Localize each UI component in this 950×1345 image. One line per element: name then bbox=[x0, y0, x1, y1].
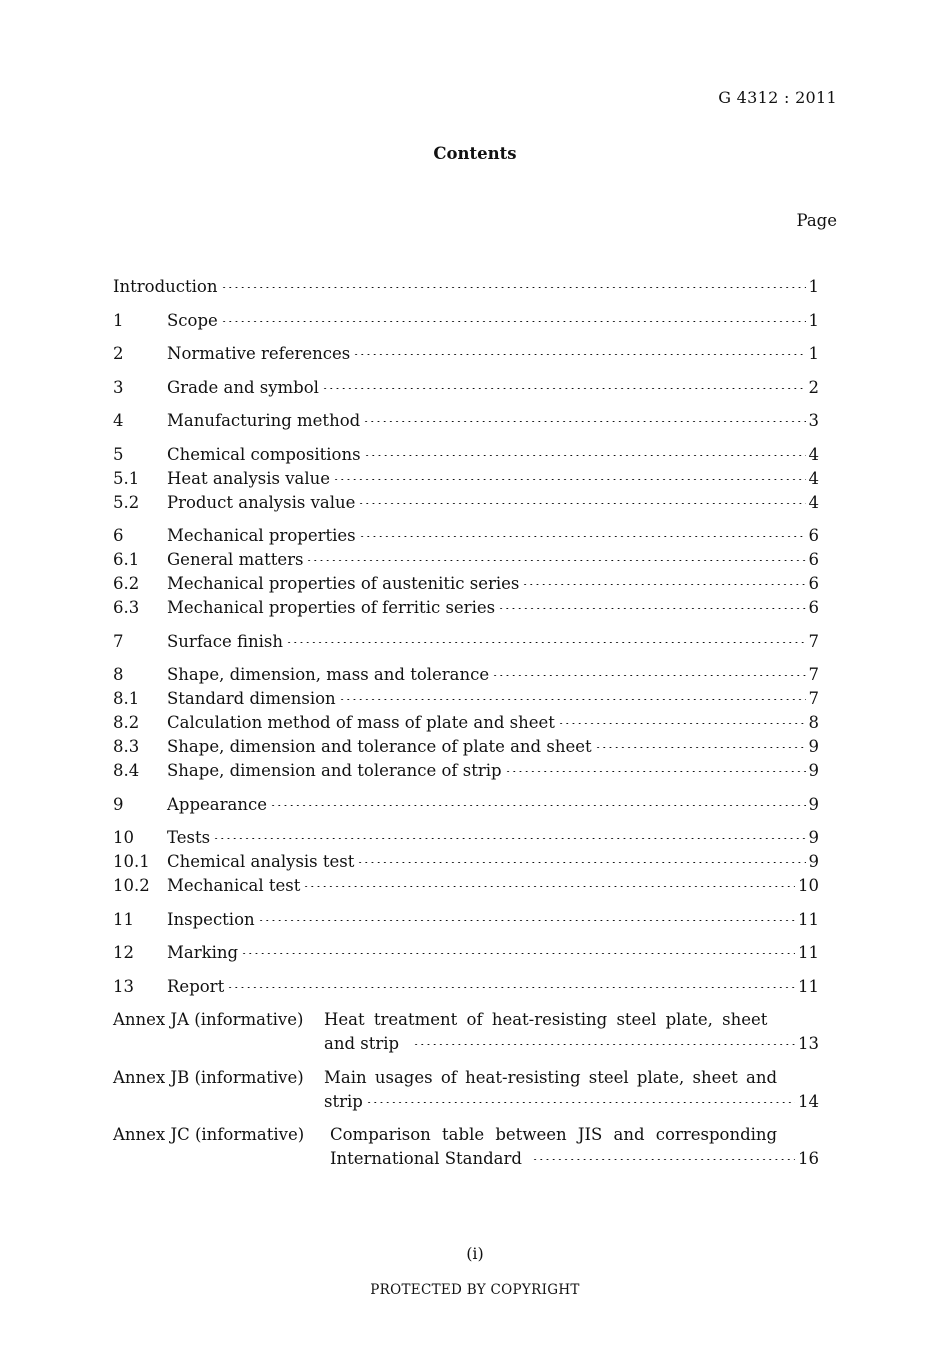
toc-number: 5.1 bbox=[113, 469, 140, 488]
toc-label: Shape, dimension and tolerance of plate and sheet bbox=[167, 737, 592, 756]
toc-number: 7 bbox=[113, 632, 124, 651]
toc-label: Mechanical properties of austenitic series bbox=[167, 574, 520, 593]
dot-leader bbox=[357, 862, 805, 863]
page-number: (i) bbox=[466, 1244, 484, 1263]
toc-page: 10 bbox=[798, 876, 819, 895]
toc-number: 1 bbox=[113, 311, 124, 330]
toc-label: Mechanical properties bbox=[167, 526, 356, 545]
toc-number: 8 bbox=[113, 665, 124, 684]
toc-page: 2 bbox=[808, 378, 819, 397]
toc-entry[interactable] bbox=[113, 632, 819, 654]
dot-leader bbox=[227, 987, 795, 988]
document-id: G 4312 : 2011 bbox=[718, 88, 837, 107]
toc-page: 6 bbox=[808, 550, 819, 569]
dot-leader bbox=[498, 608, 805, 609]
dot-leader bbox=[522, 584, 805, 585]
toc-label: Mechanical test bbox=[167, 876, 301, 895]
toc-entry[interactable] bbox=[113, 943, 819, 965]
dot-leader bbox=[358, 503, 805, 504]
toc-number: 12 bbox=[113, 943, 134, 962]
toc-label: Appearance bbox=[167, 795, 267, 814]
annex-title-line2: International Standard bbox=[330, 1149, 522, 1168]
dot-leader bbox=[492, 675, 805, 676]
dot-leader bbox=[363, 421, 805, 422]
dot-leader bbox=[359, 536, 806, 537]
toc-page: 11 bbox=[798, 943, 819, 962]
annex-title-line1: Main usages of heat-resisting steel plate, sheet and bbox=[324, 1068, 778, 1087]
toc-label: Normative references bbox=[167, 344, 351, 363]
toc-label: Inspection bbox=[167, 910, 255, 929]
toc-number: 6 bbox=[113, 526, 124, 545]
dot-leader bbox=[213, 838, 805, 839]
toc-entry[interactable] bbox=[113, 378, 819, 400]
dot-leader bbox=[353, 354, 805, 355]
toc-number: 4 bbox=[113, 411, 124, 430]
toc-entry[interactable] bbox=[113, 311, 819, 333]
toc-label: Shape, dimension, mass and tolerance bbox=[167, 665, 490, 684]
toc-page: 1 bbox=[808, 311, 819, 330]
toc-entry[interactable] bbox=[113, 795, 819, 817]
toc-page: 4 bbox=[808, 469, 819, 488]
toc-entry[interactable] bbox=[113, 665, 819, 687]
page-title: Contents bbox=[433, 144, 517, 163]
toc-page: 3 bbox=[808, 411, 819, 430]
annex-page: 14 bbox=[798, 1092, 819, 1111]
toc-page: 7 bbox=[808, 632, 819, 651]
dot-leader bbox=[366, 1102, 795, 1103]
toc-number: 8.4 bbox=[113, 761, 140, 780]
toc-label: Surface finish bbox=[167, 632, 284, 651]
toc-label: Tests bbox=[167, 828, 211, 847]
dot-leader bbox=[221, 321, 806, 322]
toc-entry[interactable] bbox=[113, 713, 819, 735]
dot-leader bbox=[303, 886, 795, 887]
toc-page: 9 bbox=[808, 795, 819, 814]
toc-number: 13 bbox=[113, 977, 134, 996]
toc-label: Shape, dimension and tolerance of strip bbox=[167, 761, 502, 780]
toc-number: 9 bbox=[113, 795, 124, 814]
toc-label: Chemical compositions bbox=[167, 445, 361, 464]
toc-label: Product analysis value bbox=[167, 493, 356, 512]
toc-label: Introduction bbox=[113, 277, 218, 296]
toc-number: 2 bbox=[113, 344, 124, 363]
dot-leader bbox=[595, 747, 806, 748]
toc-page: 7 bbox=[808, 689, 819, 708]
page-column-label: Page bbox=[796, 211, 837, 230]
annex-title-line2: and strip bbox=[324, 1034, 400, 1053]
dot-leader bbox=[286, 642, 805, 643]
toc-number: 8.3 bbox=[113, 737, 140, 756]
toc-page: 11 bbox=[798, 977, 819, 996]
toc-label: General matters bbox=[167, 550, 304, 569]
dot-leader bbox=[322, 388, 806, 389]
toc-entry[interactable] bbox=[113, 445, 819, 467]
toc-number: 8.2 bbox=[113, 713, 140, 732]
dot-leader bbox=[505, 771, 806, 772]
toc-page: 1 bbox=[808, 277, 819, 296]
toc-entry[interactable] bbox=[113, 550, 819, 572]
annex-title-line2: strip bbox=[324, 1092, 363, 1111]
toc-page: 9 bbox=[808, 737, 819, 756]
copyright-notice: PROTECTED BY COPYRIGHT bbox=[370, 1282, 580, 1298]
toc-entry[interactable] bbox=[113, 876, 819, 898]
toc-entry[interactable] bbox=[113, 910, 819, 932]
toc-label: Report bbox=[167, 977, 225, 996]
toc-entry[interactable] bbox=[113, 977, 819, 999]
toc-page: 11 bbox=[798, 910, 819, 929]
toc-number: 3 bbox=[113, 378, 124, 397]
toc-entry[interactable] bbox=[113, 344, 819, 366]
toc-label: Manufacturing method bbox=[167, 411, 361, 430]
toc-number: 10.1 bbox=[113, 852, 150, 871]
toc-page: 6 bbox=[808, 526, 819, 545]
toc-number: 6.2 bbox=[113, 574, 140, 593]
toc-entry[interactable] bbox=[113, 689, 819, 711]
toc-label: Chemical analysis test bbox=[167, 852, 355, 871]
toc-page: 9 bbox=[808, 761, 819, 780]
annex-page: 16 bbox=[798, 1149, 819, 1168]
toc-entry[interactable] bbox=[113, 852, 819, 874]
toc-entry[interactable] bbox=[113, 493, 819, 515]
toc-label: Calculation method of mass of plate and sheet bbox=[167, 713, 555, 732]
toc-number: 10.2 bbox=[113, 876, 150, 895]
toc-label: Grade and symbol bbox=[167, 378, 319, 397]
toc-entry[interactable] bbox=[113, 277, 819, 299]
toc-page: 4 bbox=[808, 493, 819, 512]
dot-leader bbox=[306, 560, 805, 561]
toc-number: 11 bbox=[113, 910, 134, 929]
toc-page: 6 bbox=[808, 598, 819, 617]
toc-number: 6.1 bbox=[113, 550, 140, 569]
toc-label: Marking bbox=[167, 943, 239, 962]
toc-number: 8.1 bbox=[113, 689, 140, 708]
dot-leader bbox=[413, 1044, 795, 1045]
dot-leader bbox=[241, 953, 795, 954]
toc-entry[interactable] bbox=[113, 737, 819, 759]
dot-leader bbox=[558, 723, 806, 724]
toc-entry[interactable] bbox=[113, 469, 819, 491]
toc-entry[interactable] bbox=[113, 598, 819, 620]
dot-leader bbox=[333, 479, 805, 480]
toc-number: 5 bbox=[113, 445, 124, 464]
dot-leader bbox=[532, 1159, 795, 1160]
annex-label: Annex JC (informative) bbox=[113, 1125, 305, 1144]
toc-entry[interactable] bbox=[113, 828, 819, 850]
toc-entry[interactable] bbox=[113, 411, 819, 433]
toc-label: Standard dimension bbox=[167, 689, 336, 708]
toc-label: Mechanical properties of ferritic series bbox=[167, 598, 496, 617]
toc-page: 8 bbox=[808, 713, 819, 732]
toc-number: 6.3 bbox=[113, 598, 140, 617]
toc-label: Heat analysis value bbox=[167, 469, 331, 488]
annex-label: Annex JB (informative) bbox=[113, 1068, 304, 1087]
toc-page: 6 bbox=[808, 574, 819, 593]
toc-number: 10 bbox=[113, 828, 134, 847]
toc-page: 7 bbox=[808, 665, 819, 684]
toc-entry[interactable] bbox=[113, 526, 819, 548]
dot-leader bbox=[258, 920, 795, 921]
annex-label: Annex JA (informative) bbox=[113, 1010, 304, 1029]
annex-page: 13 bbox=[798, 1034, 819, 1053]
dot-leader bbox=[339, 699, 806, 700]
toc-page: 9 bbox=[808, 852, 819, 871]
dot-leader bbox=[221, 287, 806, 288]
annex-title-line1: Comparison table between JIS and corresponding bbox=[330, 1125, 778, 1144]
toc-page: 4 bbox=[808, 445, 819, 464]
toc-entry[interactable] bbox=[113, 761, 819, 783]
toc-label: Scope bbox=[167, 311, 218, 330]
toc-page: 9 bbox=[808, 828, 819, 847]
toc-page: 1 bbox=[808, 344, 819, 363]
toc-entry[interactable] bbox=[113, 574, 819, 596]
annex-title-line1: Heat treatment of heat-resisting steel plate, sheet bbox=[324, 1010, 768, 1029]
dot-leader bbox=[270, 805, 806, 806]
dot-leader bbox=[364, 455, 806, 456]
toc-number: 5.2 bbox=[113, 493, 140, 512]
